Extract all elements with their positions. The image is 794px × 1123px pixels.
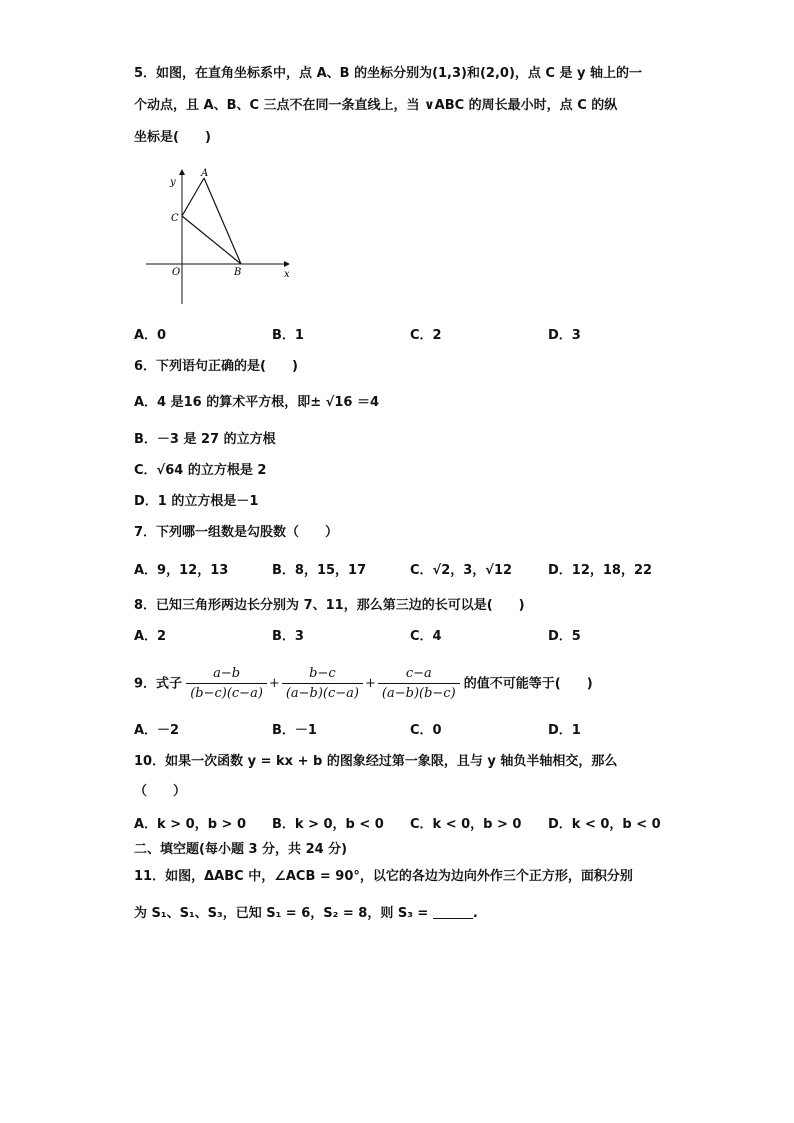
q7-option-d[interactable]: D．12，18，22	[548, 563, 653, 578]
label-O: O	[172, 267, 181, 278]
q9-prefix: 9．式子	[134, 676, 183, 692]
q9-fraction-1-numerator: a−b	[186, 665, 267, 684]
label-x: x	[284, 269, 290, 280]
q9-fraction-3	[378, 665, 460, 704]
segment-CB	[182, 216, 241, 264]
q5-line3: 坐标是( )	[134, 130, 211, 145]
q5-option-b[interactable]: B．1	[272, 328, 304, 343]
label-y: y	[170, 177, 176, 188]
q10-option-b[interactable]: B．k > 0，b < 0	[272, 817, 384, 832]
q5-option-d[interactable]: D．3	[548, 328, 581, 343]
q9-options	[134, 721, 674, 741]
q6-stem: 6．下列语句正确的是( )	[134, 359, 298, 374]
q7-stem: 7．下列哪一组数是勾股数（ ）	[134, 525, 339, 540]
q8-options	[134, 627, 674, 647]
x-axis-arrow	[284, 261, 290, 267]
q10-option-d[interactable]: D．k < 0，b < 0	[548, 817, 661, 832]
q7-option-a[interactable]: A．9，12，13	[134, 563, 229, 578]
q8-stem: 8．已知三角形两边长分别为 7、11，那么第三边的长可以是( )	[134, 598, 525, 613]
q5-coordinate-figure	[140, 164, 300, 309]
q5-line2: 个动点，且 A、B、C 三点不在同一条直线上，当 ∨ABC 的周长最小时，点 C 的纵	[134, 98, 618, 113]
q9-option-d[interactable]: D．1	[548, 723, 581, 738]
q5-option-c[interactable]: C．2	[410, 328, 442, 343]
q11-line1: 11．如图，ΔABC 中，∠ACB = 90°，以它的各边为边向外作三个正方形，面积分别	[134, 869, 633, 884]
q9-fraction-2	[282, 665, 363, 704]
q7-option-b[interactable]: B．8，15，17	[272, 563, 367, 578]
q11-line2-text: 为 S₁、S₁、S₃，已知 S₁ = 6，S₂ = 8，则 S₃ =	[134, 906, 429, 921]
q9-fraction-2-numerator: b−c	[282, 665, 363, 684]
label-C: C	[171, 213, 179, 224]
q10-line2: （ ）	[134, 784, 187, 799]
q5-option-a[interactable]: A．0	[134, 328, 167, 343]
q9-stem	[134, 660, 593, 709]
q6-option-b[interactable]: B．－3 是 27 的立方根	[134, 432, 276, 447]
q9-fraction-3-denominator: (a−b)(b−c)	[381, 685, 456, 701]
q9-option-b[interactable]: B．－1	[272, 723, 317, 738]
q9-suffix: 的值不可能等于( )	[463, 676, 593, 692]
q6-option-a[interactable]: A．4 是16 的算术平方根，即± √16 ＝4	[134, 395, 380, 410]
q6-option-c[interactable]: C．√64 的立方根是 2	[134, 463, 267, 478]
q8-option-d[interactable]: D．5	[548, 629, 581, 644]
q9-option-c[interactable]: C．0	[410, 723, 442, 738]
q9-fraction-1	[186, 665, 267, 704]
label-A: A	[201, 168, 209, 179]
q8-option-b[interactable]: B．3	[272, 629, 304, 644]
label-B: B	[234, 267, 242, 278]
q11-answer-blank[interactable]	[433, 904, 473, 919]
q9-fraction-1-denominator: (b−c)(c−a)	[190, 685, 263, 701]
q5-options	[134, 326, 674, 346]
q8-option-a[interactable]: A．2	[134, 629, 167, 644]
q9-plus-1: +	[268, 676, 280, 691]
q6-option-d[interactable]: D．1 的立方根是－1	[134, 494, 259, 509]
y-axis-arrow	[179, 169, 185, 175]
q7-options	[134, 561, 674, 581]
q9-plus-2: +	[365, 676, 376, 691]
q9-fraction-3-numerator: c−a	[378, 665, 460, 684]
q8-option-c[interactable]: C．4	[410, 629, 442, 644]
q5-line1: 5．如图，在直角坐标系中，点 A、B 的坐标分别为(1,3)和(2,0)，点 C 是 y 轴上的一	[134, 66, 643, 81]
q7-option-c[interactable]: C．√2，3，√12	[410, 563, 513, 578]
segment-AB	[204, 178, 241, 264]
q9-option-a[interactable]: A．－2	[134, 723, 180, 738]
segment-AC	[182, 178, 204, 216]
q11-line2-end: .	[472, 906, 478, 921]
q10-line1: 10．如果一次函数 y = kx + b 的图象经过第一象限，且与 y 轴负半轴相交，那么	[134, 754, 618, 769]
section-heading-fill-in: 二、填空题(每小题 3 分，共 24 分)	[134, 842, 348, 857]
q11-line2	[134, 904, 478, 924]
q10-options	[134, 815, 674, 835]
q10-option-c[interactable]: C．k < 0，b > 0	[410, 817, 522, 832]
q10-option-a[interactable]: A．k > 0，b > 0	[134, 817, 246, 832]
q9-fraction-2-denominator: (a−b)(c−a)	[285, 685, 359, 701]
